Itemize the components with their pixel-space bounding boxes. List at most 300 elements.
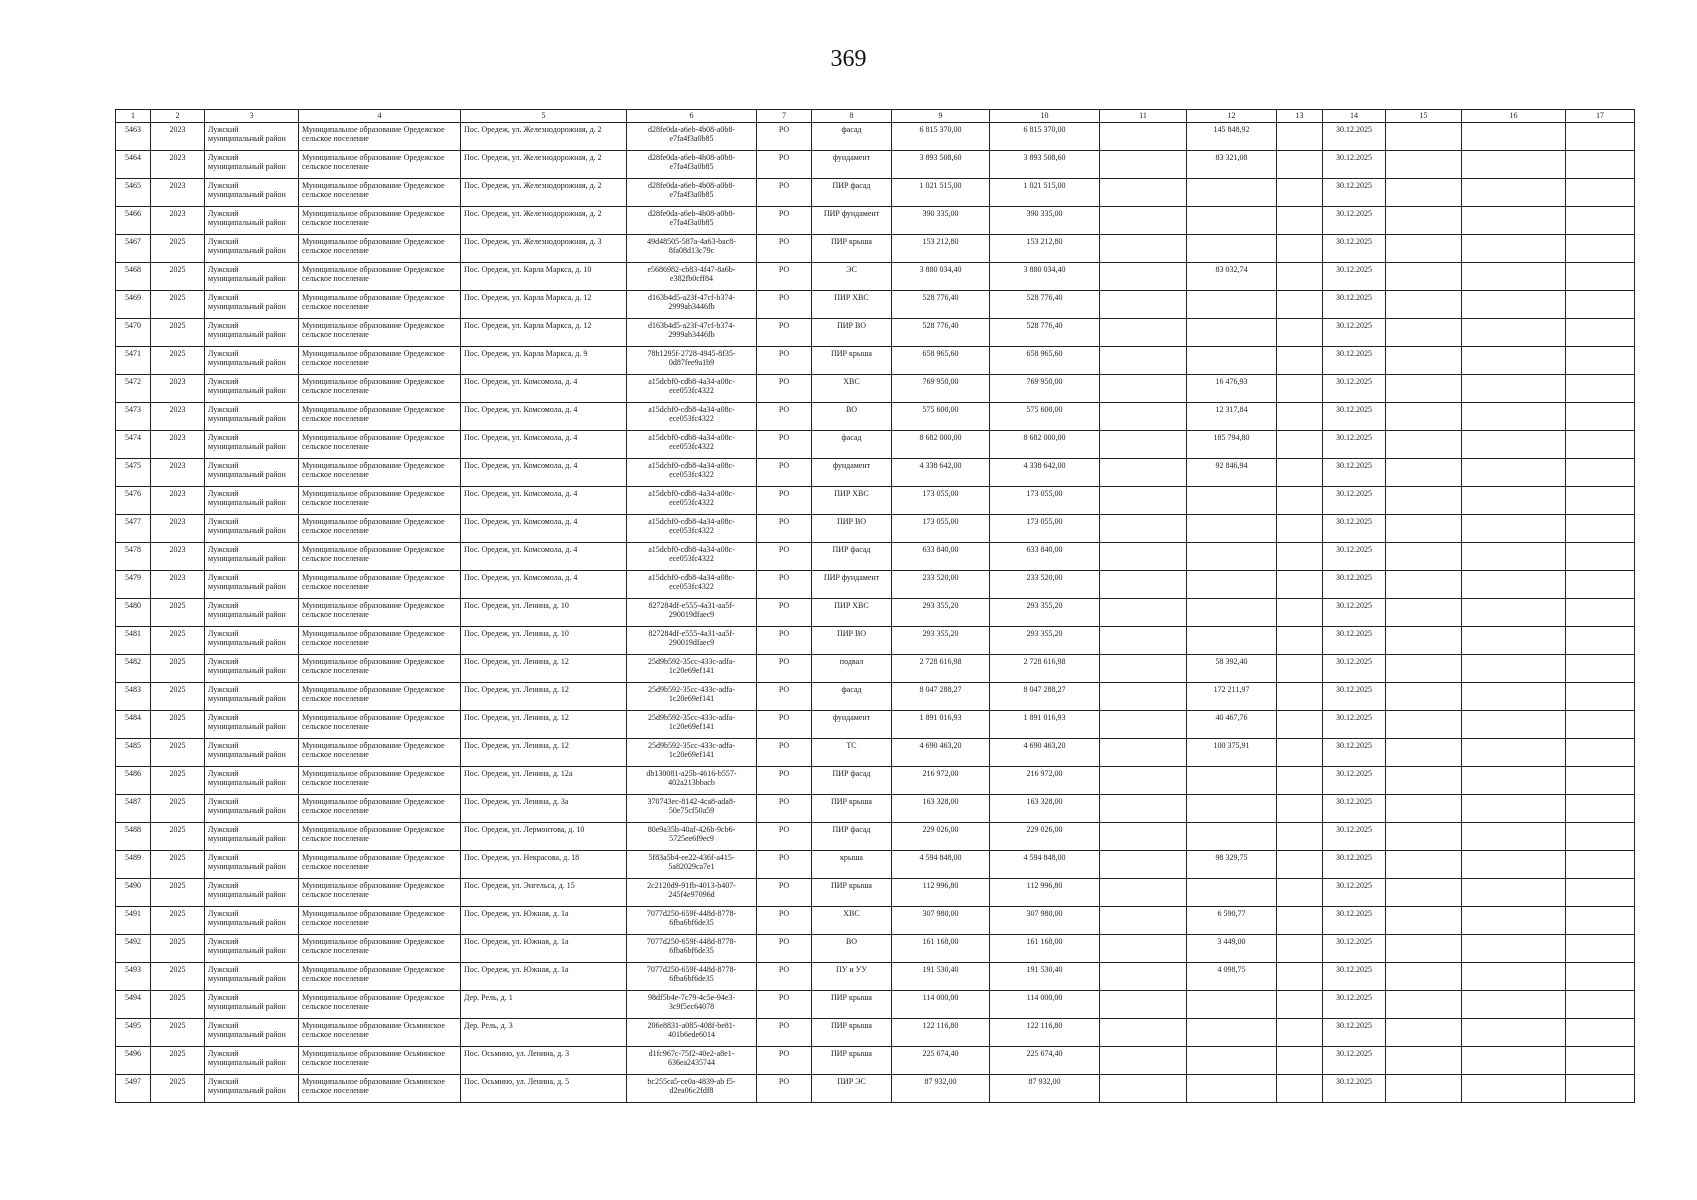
cell-fund-type: РО	[757, 319, 812, 347]
cell-address: Пос. Оредеж, ул. Комсомола, д. 4	[461, 571, 627, 599]
cell-address: Пос. Оредеж, ул. Ленина, д. 3а	[461, 795, 627, 823]
cell-house-id: 827284df-e555-4a31-aa5f-290019dfaec9	[627, 599, 757, 627]
table-row	[116, 711, 1635, 739]
cell-row-number: 5467	[116, 235, 151, 263]
column-header-8: 8	[812, 110, 892, 123]
cell-col-12: 40 467,76	[1187, 711, 1277, 739]
cell-col-17	[1566, 711, 1635, 739]
cell-cost: 233 520,00	[892, 571, 990, 599]
cell-district: Лужский муниципальный район	[205, 291, 299, 319]
cell-cost: 153 212,80	[892, 235, 990, 263]
cell-col-11	[1100, 907, 1187, 935]
cell-house-id: 80e9a35b-40af-426b-9cb6-5725ee6f9ec9	[627, 823, 757, 851]
cell-completion-date: 30.12.2025	[1323, 655, 1386, 683]
cell-fund-type: РО	[757, 851, 812, 879]
cell-col-15	[1386, 683, 1462, 711]
cell-row-number: 5485	[116, 739, 151, 767]
cell-address: Пос. Оредеж, ул. Энгельса, д. 15	[461, 879, 627, 907]
cell-fund-type: РО	[757, 571, 812, 599]
cell-col-16	[1462, 1019, 1566, 1047]
cell-address: Пос. Оредеж, ул. Лермонтова, д. 10	[461, 823, 627, 851]
cell-year: 2023	[151, 123, 205, 151]
cell-fund-type: РО	[757, 263, 812, 291]
cell-municipality: Муниципальное образование Оредежское сельское поселение	[299, 543, 461, 571]
cell-col-12	[1187, 347, 1277, 375]
cell-total-cost: 4 594 848,00	[990, 851, 1100, 879]
cell-house-id: 49d48505-587a-4a63-bac8-8fa08d13c79c	[627, 235, 757, 263]
cell-total-cost: 8 047 288,27	[990, 683, 1100, 711]
cell-col-16	[1462, 123, 1566, 151]
cell-col-15	[1386, 487, 1462, 515]
cell-col-17	[1566, 739, 1635, 767]
cell-col-12	[1187, 543, 1277, 571]
cell-fund-type: РО	[757, 1075, 812, 1103]
cell-col-16	[1462, 347, 1566, 375]
cell-completion-date: 30.12.2025	[1323, 235, 1386, 263]
cell-col-15	[1386, 935, 1462, 963]
column-header-13: 13	[1277, 110, 1323, 123]
cell-col-11	[1100, 823, 1187, 851]
cell-year: 2025	[151, 767, 205, 795]
cell-year: 2023	[151, 459, 205, 487]
cell-col-12	[1187, 795, 1277, 823]
cell-municipality: Муниципальное образование Оредежское сельское поселение	[299, 655, 461, 683]
cell-completion-date: 30.12.2025	[1323, 767, 1386, 795]
cell-address: Пос. Оредеж, ул. Комсомола, д. 4	[461, 515, 627, 543]
cell-col-13	[1277, 571, 1323, 599]
cell-district: Лужский муниципальный район	[205, 627, 299, 655]
cell-district: Лужский муниципальный район	[205, 151, 299, 179]
table-row	[116, 123, 1635, 151]
cell-col-11	[1100, 291, 1187, 319]
cell-col-15	[1386, 1047, 1462, 1075]
cell-house-id: d28fe0da-a6eb-4b08-a0b8-e7fa4f3a0b85	[627, 207, 757, 235]
cell-address: Пос. Оредеж, ул. Ленина, д. 10	[461, 599, 627, 627]
cell-col-13	[1277, 347, 1323, 375]
cell-district: Лужский муниципальный район	[205, 319, 299, 347]
cell-year: 2025	[151, 711, 205, 739]
cell-total-cost: 229 026,00	[990, 823, 1100, 851]
cell-fund-type: РО	[757, 375, 812, 403]
cell-col-13	[1277, 403, 1323, 431]
cell-cost: 769 950,00	[892, 375, 990, 403]
column-header-5: 5	[461, 110, 627, 123]
table-row	[116, 459, 1635, 487]
cell-col-17	[1566, 991, 1635, 1019]
cell-municipality: Муниципальное образование Оредежское сельское поселение	[299, 403, 461, 431]
cell-col-15	[1386, 879, 1462, 907]
cell-col-11	[1100, 627, 1187, 655]
cell-municipality: Муниципальное образование Оредежское сельское поселение	[299, 151, 461, 179]
cell-col-16	[1462, 319, 1566, 347]
cell-col-16	[1462, 963, 1566, 991]
cell-year: 2023	[151, 487, 205, 515]
cell-col-15	[1386, 655, 1462, 683]
header-row	[116, 110, 1635, 123]
cell-district: Лужский муниципальный район	[205, 963, 299, 991]
cell-municipality: Муниципальное образование Оредежское сельское поселение	[299, 851, 461, 879]
cell-house-id: a15dcbf0-cdb8-4a34-a08c-ece053fc4322	[627, 431, 757, 459]
cell-col-11	[1100, 403, 1187, 431]
cell-col-13	[1277, 123, 1323, 151]
cell-col-13	[1277, 543, 1323, 571]
cell-district: Лужский муниципальный район	[205, 571, 299, 599]
cell-col-17	[1566, 1019, 1635, 1047]
cell-cost: 293 355,20	[892, 599, 990, 627]
cell-col-15	[1386, 711, 1462, 739]
cell-row-number: 5496	[116, 1047, 151, 1075]
cell-address: Пос. Оредеж, ул. Ленина, д. 12	[461, 655, 627, 683]
cell-col-16	[1462, 459, 1566, 487]
cell-cost: 633 840,00	[892, 543, 990, 571]
cell-col-17	[1566, 151, 1635, 179]
cell-address: Пос. Оредеж, ул. Южная, д. 1а	[461, 935, 627, 963]
cell-work-type: ПИР крыша	[812, 347, 892, 375]
cell-district: Лужский муниципальный район	[205, 123, 299, 151]
cell-col-11	[1100, 571, 1187, 599]
cell-municipality: Муниципальное образование Оредежское сельское поселение	[299, 599, 461, 627]
page-number: 369	[830, 46, 867, 72]
cell-col-16	[1462, 823, 1566, 851]
cell-work-type: ПИР фасад	[812, 823, 892, 851]
cell-district: Лужский муниципальный район	[205, 879, 299, 907]
cell-address: Пос. Оредеж, ул. Комсомола, д. 4	[461, 543, 627, 571]
cell-row-number: 5475	[116, 459, 151, 487]
cell-year: 2023	[151, 431, 205, 459]
cell-fund-type: РО	[757, 207, 812, 235]
cell-address: Пос. Оредеж, ул. Карла Маркса, д. 12	[461, 319, 627, 347]
cell-municipality: Муниципальное образование Оредежское сельское поселение	[299, 207, 461, 235]
cell-year: 2025	[151, 683, 205, 711]
cell-year: 2025	[151, 319, 205, 347]
cell-col-13	[1277, 907, 1323, 935]
cell-total-cost: 390 335,00	[990, 207, 1100, 235]
cell-total-cost: 3 893 508,60	[990, 151, 1100, 179]
cell-fund-type: РО	[757, 123, 812, 151]
cell-municipality: Муниципальное образование Оредежское сельское поселение	[299, 263, 461, 291]
cell-total-cost: 191 530,40	[990, 963, 1100, 991]
cell-house-id: a15dcbf0-cdb8-4a34-a08c-ece053fc4322	[627, 571, 757, 599]
cell-col-17	[1566, 823, 1635, 851]
cell-col-13	[1277, 683, 1323, 711]
cell-row-number: 5471	[116, 347, 151, 375]
cell-district: Лужский муниципальный район	[205, 403, 299, 431]
cell-col-15	[1386, 907, 1462, 935]
cell-year: 2025	[151, 1019, 205, 1047]
cell-house-id: 25d9b592-35cc-433c-adfa-1c20e69ef141	[627, 739, 757, 767]
cell-cost: 114 000,00	[892, 991, 990, 1019]
column-header-16: 16	[1462, 110, 1566, 123]
cell-total-cost: 528 776,40	[990, 291, 1100, 319]
cell-house-id: d163b4d5-a23f-47cf-b374-2999ab3446fb	[627, 319, 757, 347]
cell-col-11	[1100, 179, 1187, 207]
cell-col-15	[1386, 1019, 1462, 1047]
table-row	[116, 767, 1635, 795]
cell-address: Пос. Оредеж, ул. Железнодорожная, д. 2	[461, 123, 627, 151]
cell-col-13	[1277, 207, 1323, 235]
cell-year: 2025	[151, 1047, 205, 1075]
cell-work-type: ПИР крыша	[812, 1047, 892, 1075]
cell-col-12	[1187, 627, 1277, 655]
cell-cost: 390 335,00	[892, 207, 990, 235]
cell-district: Лужский муниципальный район	[205, 431, 299, 459]
cell-work-type: ПИР фундамент	[812, 207, 892, 235]
cell-completion-date: 30.12.2025	[1323, 571, 1386, 599]
cell-fund-type: РО	[757, 235, 812, 263]
cell-col-16	[1462, 991, 1566, 1019]
registry-table	[115, 109, 1635, 1103]
cell-year: 2025	[151, 963, 205, 991]
cell-col-13	[1277, 1047, 1323, 1075]
cell-col-17	[1566, 683, 1635, 711]
cell-col-17	[1566, 935, 1635, 963]
column-header-10: 10	[990, 110, 1100, 123]
cell-house-id: 827284df-e555-4a31-aa5f-290019dfaec9	[627, 627, 757, 655]
cell-col-16	[1462, 1047, 1566, 1075]
cell-municipality: Муниципальное образование Оредежское сельское поселение	[299, 935, 461, 963]
cell-year: 2025	[151, 739, 205, 767]
cell-municipality: Муниципальное образование Оредежское сельское поселение	[299, 375, 461, 403]
cell-col-13	[1277, 823, 1323, 851]
cell-year: 2025	[151, 347, 205, 375]
cell-row-number: 5469	[116, 291, 151, 319]
column-header-15: 15	[1386, 110, 1462, 123]
cell-col-12	[1187, 515, 1277, 543]
cell-address: Пос. Оредеж, ул. Комсомола, д. 4	[461, 487, 627, 515]
cell-col-13	[1277, 1075, 1323, 1103]
cell-fund-type: РО	[757, 907, 812, 935]
cell-work-type: ПИР ВО	[812, 515, 892, 543]
cell-completion-date: 30.12.2025	[1323, 599, 1386, 627]
cell-house-id: d28fe0da-a6eb-4b08-a0b8-e7fa4f3a0b85	[627, 151, 757, 179]
table-row	[116, 151, 1635, 179]
column-header-12: 12	[1187, 110, 1277, 123]
cell-row-number: 5493	[116, 963, 151, 991]
cell-col-15	[1386, 851, 1462, 879]
cell-col-11	[1100, 375, 1187, 403]
cell-completion-date: 30.12.2025	[1323, 739, 1386, 767]
cell-col-17	[1566, 347, 1635, 375]
cell-col-17	[1566, 655, 1635, 683]
cell-municipality: Муниципальное образование Оредежское сельское поселение	[299, 347, 461, 375]
cell-fund-type: РО	[757, 599, 812, 627]
cell-row-number: 5479	[116, 571, 151, 599]
column-header-17: 17	[1566, 110, 1635, 123]
cell-row-number: 5474	[116, 431, 151, 459]
cell-work-type: подвал	[812, 655, 892, 683]
cell-district: Лужский муниципальный район	[205, 739, 299, 767]
column-header-4: 4	[299, 110, 461, 123]
cell-col-16	[1462, 179, 1566, 207]
cell-district: Лужский муниципальный район	[205, 907, 299, 935]
cell-municipality: Муниципальное образование Оредежское сельское поселение	[299, 515, 461, 543]
cell-work-type: ПИР крыша	[812, 879, 892, 907]
cell-fund-type: РО	[757, 291, 812, 319]
column-header-3: 3	[205, 110, 299, 123]
cell-completion-date: 30.12.2025	[1323, 823, 1386, 851]
cell-col-17	[1566, 431, 1635, 459]
cell-cost: 163 328,00	[892, 795, 990, 823]
cell-year: 2025	[151, 263, 205, 291]
cell-col-17	[1566, 795, 1635, 823]
cell-col-11	[1100, 487, 1187, 515]
cell-col-12: 98 329,75	[1187, 851, 1277, 879]
cell-house-id: 98df5b4e-7c79-4c5e-94e3-3c9f5ec64078	[627, 991, 757, 1019]
cell-address: Пос. Оредеж, ул. Карла Маркса, д. 10	[461, 263, 627, 291]
cell-col-12: 16 476,93	[1187, 375, 1277, 403]
cell-col-17	[1566, 1075, 1635, 1103]
cell-house-id: d28fe0da-a6eb-4b08-a0b8-e7fa4f3a0b85	[627, 123, 757, 151]
cell-year: 2023	[151, 151, 205, 179]
cell-house-id: 7077d250-659f-448d-8778-6fba6bf6de35	[627, 963, 757, 991]
cell-col-16	[1462, 571, 1566, 599]
cell-col-15	[1386, 235, 1462, 263]
cell-col-13	[1277, 151, 1323, 179]
cell-col-17	[1566, 487, 1635, 515]
cell-fund-type: РО	[757, 543, 812, 571]
cell-year: 2025	[151, 879, 205, 907]
cell-col-13	[1277, 459, 1323, 487]
cell-total-cost: 4 690 463,20	[990, 739, 1100, 767]
cell-work-type: ХВС	[812, 907, 892, 935]
cell-work-type: ПИР фасад	[812, 179, 892, 207]
cell-col-11	[1100, 263, 1187, 291]
cell-district: Лужский муниципальный район	[205, 711, 299, 739]
cell-col-16	[1462, 711, 1566, 739]
cell-year: 2023	[151, 375, 205, 403]
cell-col-12: 172 211,97	[1187, 683, 1277, 711]
cell-cost: 216 972,00	[892, 767, 990, 795]
cell-year: 2023	[151, 543, 205, 571]
cell-completion-date: 30.12.2025	[1323, 459, 1386, 487]
cell-work-type: ПИР ВО	[812, 319, 892, 347]
cell-year: 2023	[151, 571, 205, 599]
cell-col-11	[1100, 347, 1187, 375]
cell-cost: 8 047 288,27	[892, 683, 990, 711]
cell-row-number: 5486	[116, 767, 151, 795]
cell-fund-type: РО	[757, 963, 812, 991]
table-row	[116, 487, 1635, 515]
cell-house-id: 25d9b592-35cc-433c-adfa-1c20e69ef141	[627, 655, 757, 683]
table-row	[116, 207, 1635, 235]
cell-house-id: 25d9b592-35cc-433c-adfa-1c20e69ef141	[627, 711, 757, 739]
table-row	[116, 375, 1635, 403]
cell-col-11	[1100, 739, 1187, 767]
cell-cost: 161 168,00	[892, 935, 990, 963]
cell-col-17	[1566, 263, 1635, 291]
cell-col-17	[1566, 767, 1635, 795]
cell-col-11	[1100, 431, 1187, 459]
cell-col-17	[1566, 599, 1635, 627]
cell-house-id: bc255ca5-ce0a-4839-ab f5-d2ea06c2fdf8	[627, 1075, 757, 1103]
cell-col-16	[1462, 935, 1566, 963]
cell-house-id: a15dcbf0-cdb8-4a34-a08c-ece053fc4322	[627, 375, 757, 403]
cell-address: Пос. Оредеж, ул. Железнодорожная, д. 3	[461, 235, 627, 263]
cell-col-16	[1462, 515, 1566, 543]
cell-fund-type: РО	[757, 1019, 812, 1047]
cell-col-11	[1100, 851, 1187, 879]
table-row	[116, 319, 1635, 347]
table-row	[116, 543, 1635, 571]
cell-cost: 3 893 508,60	[892, 151, 990, 179]
cell-col-12	[1187, 879, 1277, 907]
cell-fund-type: РО	[757, 739, 812, 767]
table-row	[116, 879, 1635, 907]
cell-work-type: ПИР фундамент	[812, 571, 892, 599]
cell-col-12: 83 321,08	[1187, 151, 1277, 179]
cell-year: 2025	[151, 795, 205, 823]
cell-work-type: ПИР фасад	[812, 767, 892, 795]
cell-fund-type: РО	[757, 347, 812, 375]
cell-col-17	[1566, 319, 1635, 347]
cell-col-12: 4 098,75	[1187, 963, 1277, 991]
cell-work-type: ПУ и УУ	[812, 963, 892, 991]
cell-col-11	[1100, 963, 1187, 991]
cell-municipality: Муниципальное образование Оредежское сельское поселение	[299, 823, 461, 851]
table-row	[116, 403, 1635, 431]
cell-municipality: Муниципальное образование Осьминское сельское поселение	[299, 1047, 461, 1075]
column-header-1: 1	[116, 110, 151, 123]
cell-fund-type: РО	[757, 767, 812, 795]
cell-col-13	[1277, 599, 1323, 627]
cell-address: Пос. Оредеж, ул. Ленина, д. 10	[461, 627, 627, 655]
cell-col-15	[1386, 179, 1462, 207]
cell-row-number: 5464	[116, 151, 151, 179]
cell-completion-date: 30.12.2025	[1323, 963, 1386, 991]
cell-completion-date: 30.12.2025	[1323, 347, 1386, 375]
cell-district: Лужский муниципальный район	[205, 851, 299, 879]
cell-district: Лужский муниципальный район	[205, 263, 299, 291]
cell-fund-type: РО	[757, 403, 812, 431]
cell-col-15	[1386, 375, 1462, 403]
cell-col-17	[1566, 543, 1635, 571]
cell-district: Лужский муниципальный район	[205, 235, 299, 263]
cell-address: Пос. Оредеж, ул. Комсомола, д. 4	[461, 431, 627, 459]
cell-municipality: Муниципальное образование Осьминское сельское поселение	[299, 1019, 461, 1047]
cell-cost: 293 355,20	[892, 627, 990, 655]
cell-col-13	[1277, 263, 1323, 291]
cell-district: Лужский муниципальный район	[205, 179, 299, 207]
cell-work-type: ПИР ЭС	[812, 1075, 892, 1103]
cell-col-15	[1386, 291, 1462, 319]
cell-col-17	[1566, 123, 1635, 151]
cell-municipality: Муниципальное образование Оредежское сельское поселение	[299, 795, 461, 823]
cell-year: 2023	[151, 403, 205, 431]
cell-col-12	[1187, 1047, 1277, 1075]
cell-total-cost: 114 000,00	[990, 991, 1100, 1019]
cell-row-number: 5463	[116, 123, 151, 151]
cell-row-number: 5473	[116, 403, 151, 431]
cell-total-cost: 3 880 034,40	[990, 263, 1100, 291]
cell-col-17	[1566, 571, 1635, 599]
cell-col-13	[1277, 991, 1323, 1019]
cell-house-id: 7077d250-659f-448d-8778-6fba6bf6de35	[627, 907, 757, 935]
table-row	[116, 1047, 1635, 1075]
cell-cost: 3 880 034,40	[892, 263, 990, 291]
cell-col-15	[1386, 767, 1462, 795]
cell-house-id: a15dcbf0-cdb8-4a34-a08c-ece053fc4322	[627, 459, 757, 487]
cell-municipality: Муниципальное образование Оредежское сельское поселение	[299, 991, 461, 1019]
cell-col-16	[1462, 235, 1566, 263]
cell-district: Лужский муниципальный район	[205, 375, 299, 403]
cell-year: 2023	[151, 515, 205, 543]
cell-address: Пос. Оредеж, ул. Железнодорожная, д. 2	[461, 151, 627, 179]
cell-municipality: Муниципальное образование Оредежское сельское поселение	[299, 963, 461, 991]
cell-col-16	[1462, 851, 1566, 879]
cell-col-17	[1566, 459, 1635, 487]
cell-col-13	[1277, 235, 1323, 263]
cell-col-13	[1277, 431, 1323, 459]
